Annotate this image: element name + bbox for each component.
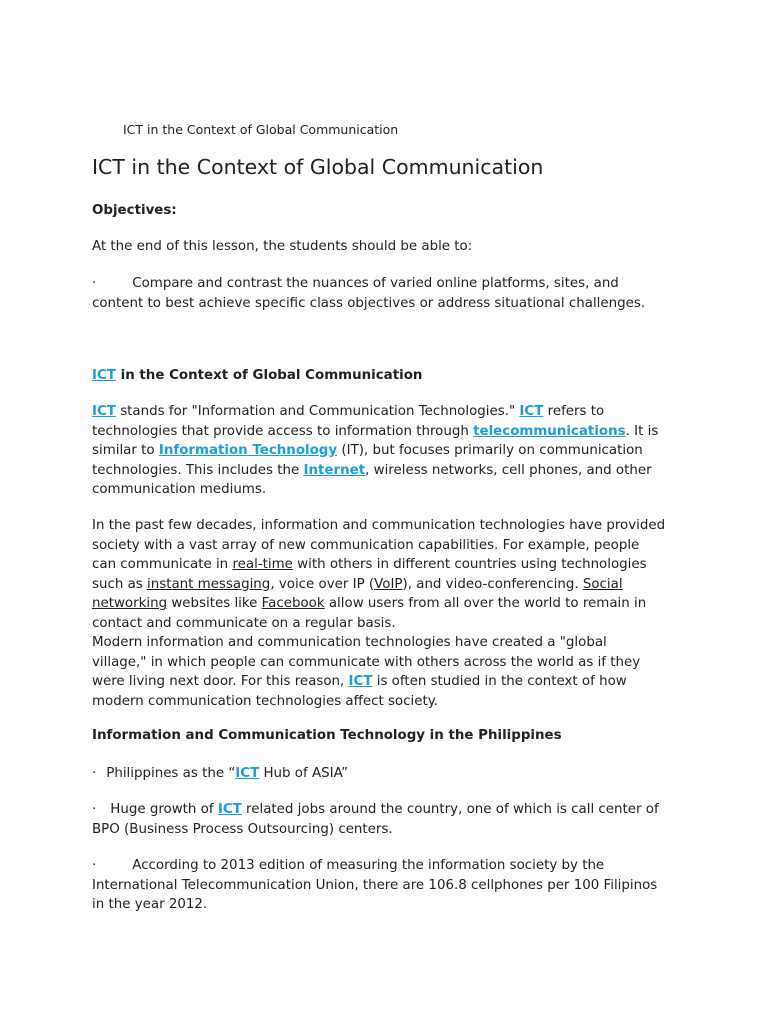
objectives-heading: Objectives: — [92, 203, 177, 218]
text: According to 2013 edition of measuring the information society by the — [132, 858, 605, 873]
text: similar to — [92, 443, 159, 458]
ict-link[interactable]: ICT — [92, 368, 116, 383]
text: BPO (Business Process Outsourcing) centers. — [92, 821, 393, 837]
text: modern communication technologies affect society. — [92, 693, 438, 709]
page-title: ICT in the Context of Global Communication — [92, 155, 544, 179]
philippines-list-item — [92, 856, 682, 915]
bullet-marker: · — [92, 858, 97, 873]
objectives-list-item — [92, 274, 682, 313]
ict-link[interactable]: ICT — [235, 766, 260, 781]
section-heading-philippines: Information and Communication Technology in the Philippines — [92, 728, 562, 743]
facebook-link[interactable]: Facebook — [261, 596, 325, 611]
text: In the past few decades, information and communication technologies have provided — [92, 518, 666, 533]
voip-link[interactable]: VoIP — [374, 576, 403, 592]
text: in the year 2012. — [92, 897, 208, 912]
text: were living next door. For this reason, — [92, 674, 349, 689]
telecommunications-link[interactable]: telecommunications — [473, 423, 626, 439]
ict-link[interactable]: ICT — [348, 674, 373, 689]
social-networking-link[interactable]: networking — [92, 596, 168, 611]
text: village," in which people can communicate with others across the world as if they — [92, 654, 641, 670]
internet-link[interactable]: Internet — [303, 462, 366, 478]
bullet-marker: · — [92, 766, 97, 781]
text: websites like — [167, 596, 262, 611]
text: stands for "Information and Communication Technologies." — [115, 404, 520, 419]
objective-text-line2: content to best achieve specific class objectives or address situational challenges. — [92, 295, 646, 311]
instant-messaging-link[interactable]: instant messaging — [147, 576, 271, 592]
text: . It is — [625, 423, 659, 439]
real-time-link[interactable]: real-time — [232, 557, 293, 572]
bullet-marker: · — [92, 276, 97, 291]
text: , wireless networks, cell phones, and other — [365, 462, 652, 478]
text: allow users from all over the world to remain in — [324, 596, 647, 611]
text: such as — [92, 576, 148, 592]
text: related jobs around the country, one of which is call center of — [241, 802, 659, 817]
paragraph-ict-definition — [92, 402, 682, 500]
text: society with a vast array of new communication capabilities. For example, people — [92, 537, 640, 553]
text: refers to — [543, 404, 605, 419]
text: with others in different countries using technologies — [292, 557, 647, 572]
philippines-list-item — [92, 764, 682, 784]
text: Hub of ASIA” — [259, 766, 349, 781]
text: , voice over IP ( — [270, 576, 375, 592]
text: technologies that provide access to information through — [92, 423, 474, 439]
text: technologies. This includes the — [92, 462, 304, 478]
text: (IT), but focuses primarily on communication — [337, 443, 643, 458]
ict-link[interactable]: ICT — [217, 802, 242, 817]
social-networking-link[interactable]: Social — [582, 576, 623, 592]
document-header-title: ICT in the Context of Global Communication — [123, 122, 399, 137]
text: communication mediums. — [92, 482, 267, 497]
text: Philippines as the “ — [106, 766, 236, 781]
objectives-intro: At the end of this lesson, the students should be able to: — [92, 239, 473, 254]
text: can communicate in — [92, 557, 233, 572]
text: contact and communicate on a regular basis. — [92, 615, 396, 631]
text: Huge growth of — [110, 802, 218, 817]
bullet-marker: · — [92, 802, 97, 817]
text: Modern information and communication technologies have created a "global — [92, 635, 607, 650]
section-heading-global-communication — [92, 366, 682, 386]
information-technology-link[interactable]: Information Technology — [158, 443, 338, 458]
text: is often studied in the context of how — [372, 674, 627, 689]
paragraph-communication-capabilities — [92, 516, 682, 711]
objective-text-line1: Compare and contrast the nuances of varied online platforms, sites, and — [132, 276, 619, 291]
text: International Telecommunication Union, there are 106.8 cellphones per 100 Filipinos — [92, 877, 658, 893]
ict-link[interactable]: ICT — [92, 404, 116, 419]
section-heading-text: in the Context of Global Communication — [115, 368, 423, 383]
philippines-list-item — [92, 800, 682, 839]
ict-link[interactable]: ICT — [519, 404, 544, 419]
text: ), and video-conferencing. — [402, 576, 583, 592]
